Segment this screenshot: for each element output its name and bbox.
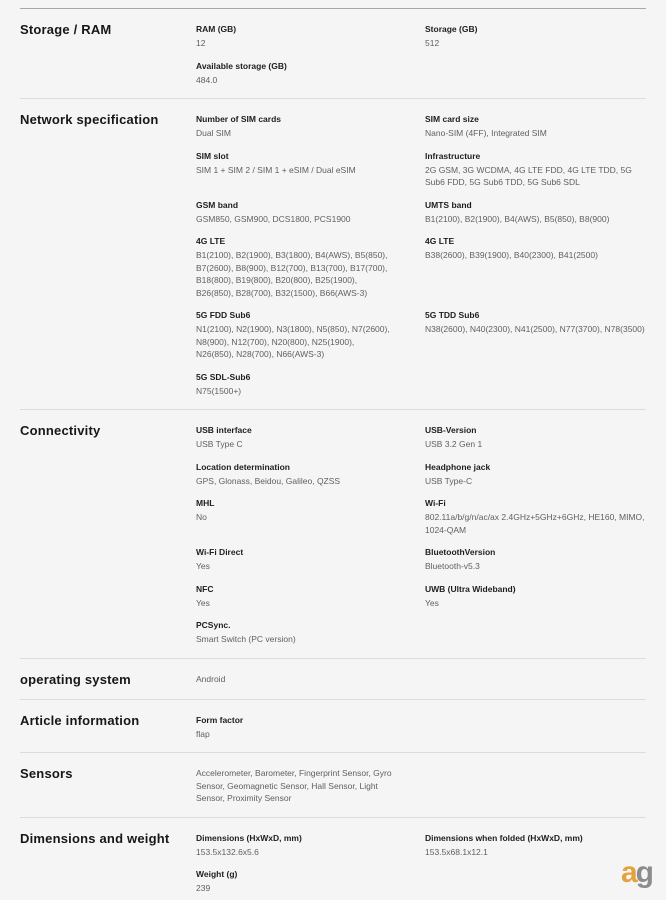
spec-label: Dimensions (HxWxD, mm)	[196, 832, 302, 843]
spec-value: 484.0	[196, 74, 218, 85]
spec-item	[425, 199, 646, 226]
spec-label: SIM card size	[425, 114, 479, 124]
spec-value: 802.11a/b/g/n/ac/ax 2.4GHz+5GHz+6GHz, HE160, MIMO, 1024-QAM	[425, 512, 645, 535]
spec-label: Infrastructure	[425, 150, 481, 161]
spec-value: 512	[425, 38, 440, 48]
spec-item	[196, 309, 425, 361]
section-dimensions-and-weight	[20, 817, 646, 900]
section-title: Connectivity	[20, 423, 101, 438]
spec-label: Headphone jack	[425, 461, 491, 472]
spec-row	[196, 235, 646, 299]
section-title: operating system	[20, 671, 131, 687]
spec-label: USB interface	[196, 425, 252, 435]
spec-label: Wi-Fi Direct	[196, 547, 244, 557]
spec-value: Nano-SIM (4FF), Integrated SIM	[425, 128, 547, 138]
section-title: Network specification	[20, 112, 159, 127]
spec-row	[196, 23, 646, 50]
spec-item	[196, 371, 425, 398]
section-title: Storage / RAM	[20, 22, 112, 37]
section-sensors	[20, 752, 646, 817]
spec-item	[196, 23, 425, 50]
spec-item	[196, 150, 425, 189]
ag-watermark	[621, 858, 652, 888]
spec-value: USB 3.2 Gen 1	[425, 439, 483, 449]
section-article-information	[20, 699, 646, 753]
spec-value: Yes	[196, 597, 210, 608]
spec-value: Smart Switch (PC version)	[196, 634, 296, 644]
spec-label: Form factor	[196, 714, 244, 725]
spec-value: N38(2600), N40(2300), N41(2500), N77(3700), N78(3500)	[425, 324, 645, 334]
spec-row	[196, 424, 646, 451]
spec-item	[425, 150, 646, 189]
spec-item	[196, 619, 425, 646]
spec-row	[196, 868, 646, 895]
spec-value: 2G GSM, 3G WCDMA, 4G LTE FDD, 4G LTE TDD, 5G Sub6 FDD, 5G Sub6 TDD, 5G Sub6 SDL	[425, 164, 632, 187]
spec-item	[196, 767, 425, 805]
spec-item	[425, 309, 646, 361]
spec-item	[196, 60, 425, 87]
watermark-letter-a: a	[620, 856, 636, 889]
spec-label: Number of SIM cards	[196, 114, 282, 124]
spec-item	[425, 497, 646, 536]
spec-label: 5G SDL-Sub6	[196, 371, 251, 382]
spec-value: SIM 1 + SIM 2 / SIM 1 + eSIM / Dual eSIM	[196, 164, 356, 175]
spec-row	[196, 150, 646, 189]
spec-item	[196, 868, 425, 895]
spec-label: SIM slot	[196, 150, 229, 161]
spec-label: 4G LTE	[196, 236, 226, 246]
spec-label: RAM (GB)	[196, 24, 237, 34]
spec-label: GSM band	[196, 199, 239, 210]
section-body	[196, 713, 646, 741]
spec-label: NFC	[196, 583, 214, 594]
spec-label: BluetoothVersion	[425, 547, 496, 557]
spec-value: GSM850, GSM900, DCS1800, PCS1900	[196, 213, 351, 224]
spec-label: 4G LTE	[425, 236, 455, 246]
spec-value: N1(2100), N2(1900), N3(1800), N5(850), N7(2600), N8(900), N12(700), N20(800), N25(1900), N26(850), N28(700), N66(AWS-3)	[196, 324, 390, 359]
spec-item	[425, 583, 646, 610]
section-title: Article information	[20, 712, 140, 728]
spec-value: Bluetooth-v5.3	[425, 561, 480, 571]
section-connectivity	[20, 409, 646, 658]
spec-row	[196, 714, 646, 741]
spec-item	[196, 199, 425, 226]
spec-item	[196, 424, 425, 451]
section-title: Sensors	[20, 766, 73, 781]
section-body	[196, 672, 646, 687]
spec-item	[425, 113, 646, 140]
spec-value: B38(2600), B39(1900), B40(2300), B41(2500)	[425, 250, 598, 260]
section-network-specification	[20, 98, 646, 409]
spec-label: USB-Version	[425, 425, 477, 435]
spec-value: Dual SIM	[196, 128, 231, 138]
spec-item	[196, 673, 425, 686]
spec-value: Yes	[196, 561, 210, 571]
section-body	[196, 766, 646, 805]
sections-container	[20, 8, 646, 900]
spec-row	[196, 461, 646, 488]
spec-item	[425, 424, 646, 451]
spec-value: No	[196, 512, 207, 522]
spec-label: MHL	[196, 498, 215, 508]
spec-label: Storage (GB)	[425, 24, 478, 34]
spec-label: UMTS band	[425, 199, 472, 210]
spec-row	[196, 583, 646, 610]
spec-value: 153.5x68.1x12.1	[425, 846, 488, 857]
spec-row	[196, 113, 646, 140]
spec-value: USB Type-C	[425, 475, 473, 486]
spec-item	[425, 546, 646, 573]
spec-row	[196, 767, 646, 805]
spec-value: 153.5x132.6x5.6	[196, 846, 259, 857]
section-body	[196, 831, 646, 895]
spec-value: GPS, Glonass, Beidou, Galileo, QZSS	[196, 475, 341, 486]
spec-row	[196, 673, 646, 686]
spec-row	[196, 832, 646, 859]
spec-label: Location determination	[196, 461, 290, 472]
spec-value: B1(2100), B2(1900), B3(1800), B4(AWS), B5(850), B7(2600), B8(900), B12(700), B13(700), B17(700), B18(800), B19(800), B20(800), B25(1900), B26(850), B28(700), B32(1500), B66(AWS-3)	[196, 250, 388, 298]
section-operating-system	[20, 658, 646, 699]
spec-value: USB Type C	[196, 439, 243, 449]
spec-value: 239	[196, 883, 211, 893]
spec-item	[196, 583, 425, 610]
spec-item	[196, 497, 425, 536]
spec-item	[425, 461, 646, 488]
watermark-letter-g: g	[635, 856, 652, 889]
spec-item	[196, 461, 425, 488]
spec-label: UWB (Ultra Wideband)	[425, 583, 516, 594]
section-body	[196, 22, 646, 86]
spec-item	[196, 832, 425, 859]
spec-row	[196, 199, 646, 226]
spec-row	[196, 371, 646, 398]
spec-item	[425, 23, 646, 50]
spec-row	[196, 60, 646, 87]
section-body	[196, 423, 646, 646]
spec-row	[196, 619, 646, 646]
section-title: Dimensions and weight	[20, 830, 170, 846]
section-body	[196, 112, 646, 397]
spec-value: B1(2100), B2(1900), B4(AWS), B5(850), B8(900)	[425, 213, 610, 224]
spec-label: 5G FDD Sub6	[196, 310, 251, 320]
spec-value: Yes	[425, 597, 439, 608]
spec-item	[196, 714, 425, 741]
spec-item	[196, 113, 425, 140]
spec-item	[196, 546, 425, 573]
spec-row	[196, 497, 646, 536]
spec-item	[425, 235, 646, 299]
spec-value: N75(1500+)	[196, 385, 242, 396]
spec-item	[196, 235, 425, 299]
spec-label: PCSync.	[196, 620, 231, 630]
spec-row	[196, 546, 646, 573]
spec-label: Weight (g)	[196, 869, 238, 879]
spec-value: Accelerometer, Barometer, Fingerprint Sensor, Gyro Sensor, Geomagnetic Sensor, Hall Sensor, Light Sensor, Proximity Sensor	[196, 768, 392, 803]
spec-value: 12	[196, 38, 206, 48]
section-storage-ram	[20, 8, 646, 98]
spec-label: 5G TDD Sub6	[425, 310, 480, 320]
spec-row	[196, 309, 646, 361]
spec-value: flap	[196, 728, 210, 739]
spec-label: Dimensions when folded (HxWxD, mm)	[425, 832, 583, 843]
spec-value: Android	[196, 673, 226, 684]
spec-label: Wi-Fi	[425, 498, 446, 508]
spec-label: Available storage (GB)	[196, 60, 287, 71]
spec-item	[425, 832, 646, 859]
